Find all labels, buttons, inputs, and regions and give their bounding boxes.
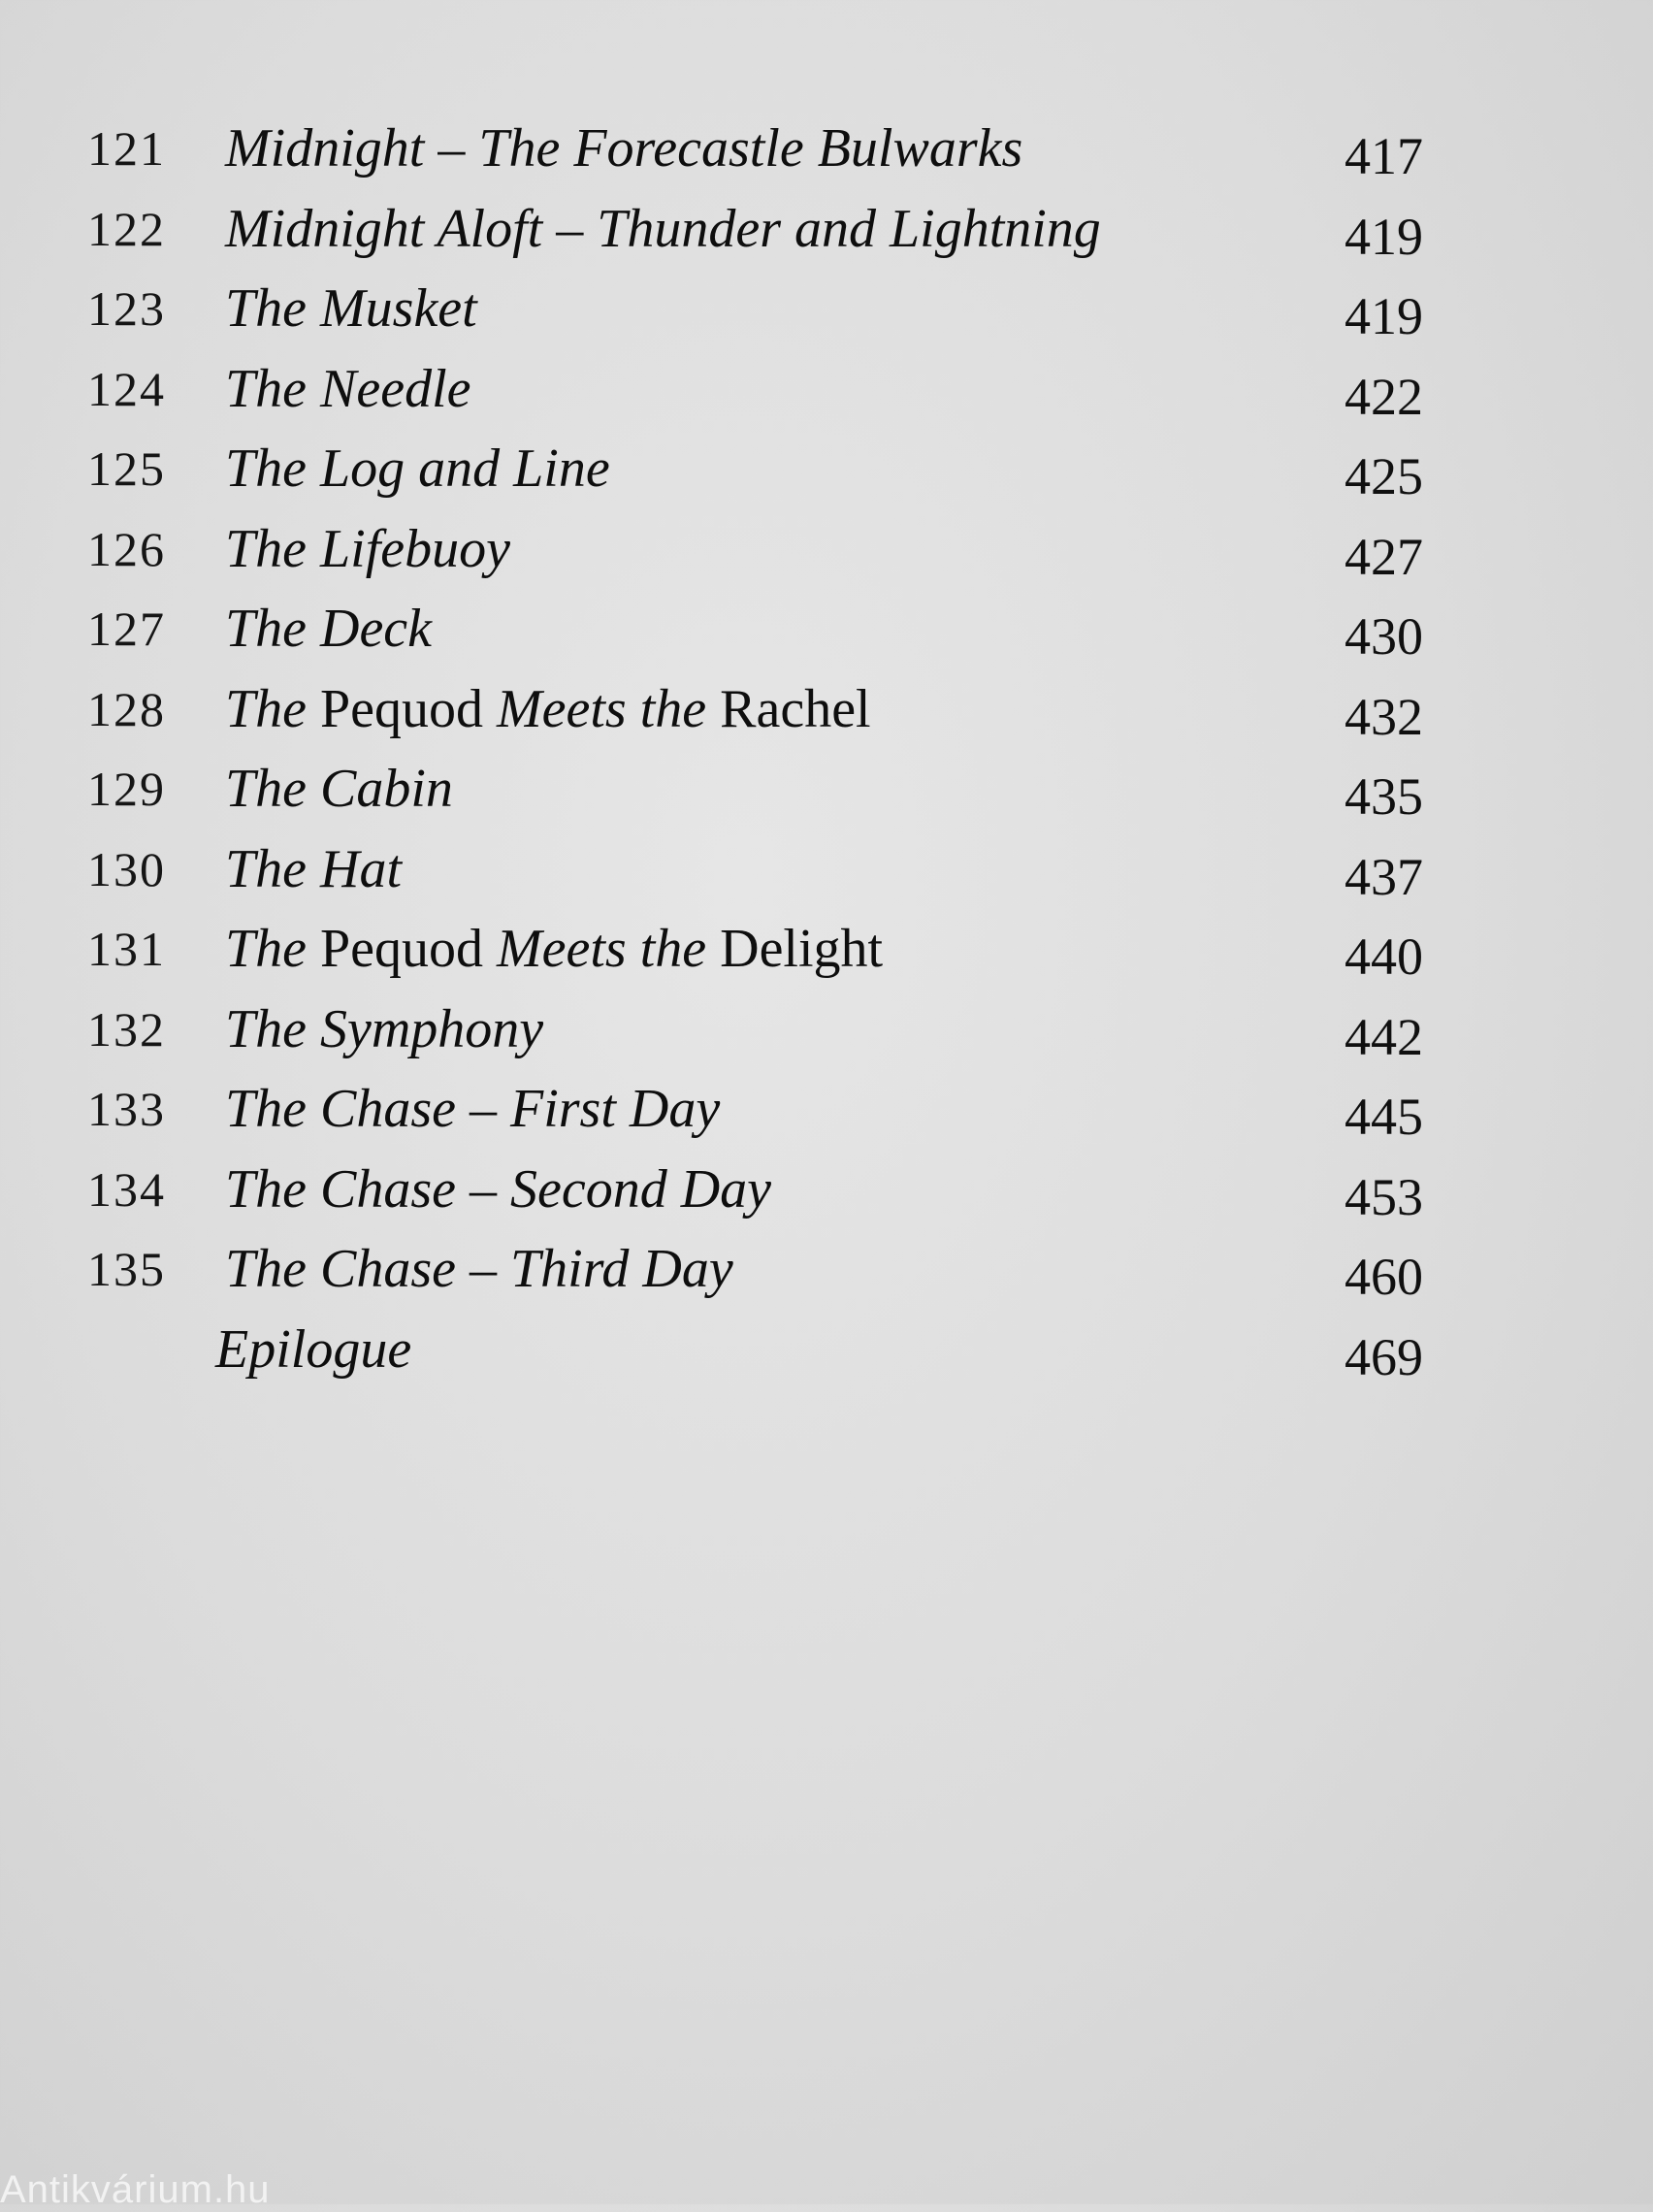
page-number: 425: [1345, 447, 1423, 505]
chapter-title: [225, 435, 1292, 503]
page-number: 442: [1345, 1007, 1423, 1066]
chapter-number: 130: [87, 841, 166, 896]
chapter-number: 122: [87, 201, 166, 256]
toc-entry: [87, 515, 1465, 596]
chapter-title-segment: Midnight – The Forecastle Bulwarks: [225, 118, 1023, 179]
chapter-number: 125: [87, 441, 166, 496]
page-number: 432: [1345, 687, 1423, 746]
page-number: 435: [1345, 767, 1423, 826]
page-number: 422: [1345, 367, 1423, 426]
page-number: 460: [1345, 1248, 1423, 1306]
toc-entry: [87, 995, 1465, 1076]
chapter-title-segment: Rachel: [720, 678, 871, 739]
chapter-number: 133: [87, 1082, 166, 1136]
chapter-title-segment: The Chase – First Day: [225, 1079, 721, 1139]
chapter-number: 135: [87, 1242, 166, 1296]
chapter-title: [215, 1316, 1282, 1383]
chapter-title: [225, 835, 1292, 903]
table-of-contents: [87, 114, 1465, 1395]
toc-entry: [87, 835, 1465, 916]
toc-entry: [87, 355, 1465, 436]
chapter-title-segment: Midnight Aloft – Thunder and Lightning: [225, 198, 1101, 259]
chapter-title-segment: The Chase – Third Day: [225, 1239, 733, 1299]
chapter-title-segment: Pequod: [320, 919, 483, 979]
page-number: 427: [1345, 527, 1423, 586]
chapter-title-segment: Delight: [720, 919, 884, 979]
chapter-title: [225, 114, 1292, 182]
chapter-title: [225, 595, 1292, 663]
page-number: 430: [1345, 607, 1423, 666]
chapter-title: [225, 1235, 1292, 1303]
chapter-title-segment: Meets the: [483, 919, 721, 979]
chapter-title-segment: The Chase – Second Day: [225, 1158, 772, 1220]
chapter-title-segment: The Symphony: [225, 998, 544, 1059]
chapter-number: 128: [87, 681, 166, 736]
page-number: 440: [1345, 927, 1423, 986]
toc-entry: [87, 915, 1465, 995]
page-number: 417: [1345, 127, 1423, 185]
toc-entry: [87, 195, 1465, 276]
toc-entry: [87, 114, 1465, 195]
chapter-title-segment: The Cabin: [225, 759, 453, 819]
toc-entry: [87, 1075, 1465, 1155]
chapter-title: [225, 915, 1292, 983]
chapter-number: 129: [87, 762, 166, 816]
watermark: Antikvárium.hu: [0, 2168, 271, 2211]
chapter-number: 127: [87, 602, 166, 656]
chapter-title: [225, 1075, 1292, 1143]
chapter-title-segment: Meets the: [483, 678, 721, 739]
page-number: 469: [1345, 1327, 1423, 1386]
chapter-title-segment: Epilogue: [215, 1318, 412, 1380]
chapter-title: [225, 995, 1292, 1063]
toc-entry: [87, 435, 1465, 515]
page-number: 437: [1345, 847, 1423, 906]
toc-entry: [87, 1235, 1465, 1316]
page-number: 419: [1345, 207, 1423, 266]
toc-entry: [87, 275, 1465, 355]
chapter-title-segment: The Musket: [225, 278, 477, 339]
chapter-title-segment: Pequod: [320, 678, 483, 739]
chapter-title-segment: The Deck: [225, 599, 433, 659]
chapter-number: 126: [87, 521, 166, 576]
chapter-title: [225, 675, 1292, 743]
chapter-title: [225, 1155, 1292, 1223]
toc-entry: [87, 595, 1465, 675]
chapter-number: 123: [87, 281, 166, 336]
page-number: 419: [1345, 287, 1423, 345]
chapter-title-segment: The: [225, 919, 320, 979]
toc-entry: [87, 1316, 1465, 1396]
page-number: 453: [1345, 1167, 1423, 1226]
toc-entry: [87, 1155, 1465, 1236]
chapter-number: 132: [87, 1001, 166, 1057]
chapter-number: 121: [87, 121, 166, 176]
page-number: 445: [1345, 1088, 1423, 1146]
chapter-number: 124: [87, 361, 166, 416]
chapter-number: 131: [87, 922, 166, 976]
chapter-title-segment: The Lifebuoy: [225, 518, 510, 579]
chapter-title-segment: The: [225, 678, 320, 739]
chapter-title: [225, 195, 1292, 263]
chapter-title: [225, 515, 1292, 583]
chapter-title-segment: The Needle: [225, 358, 471, 419]
chapter-number: 134: [87, 1161, 166, 1217]
toc-entry: [87, 755, 1465, 835]
chapter-title-segment: The Log and Line: [225, 439, 610, 499]
chapter-title: [225, 355, 1292, 423]
chapter-title: [225, 275, 1292, 342]
toc-entry: [87, 675, 1465, 756]
chapter-title: [225, 755, 1292, 823]
chapter-title-segment: The Hat: [225, 838, 402, 899]
